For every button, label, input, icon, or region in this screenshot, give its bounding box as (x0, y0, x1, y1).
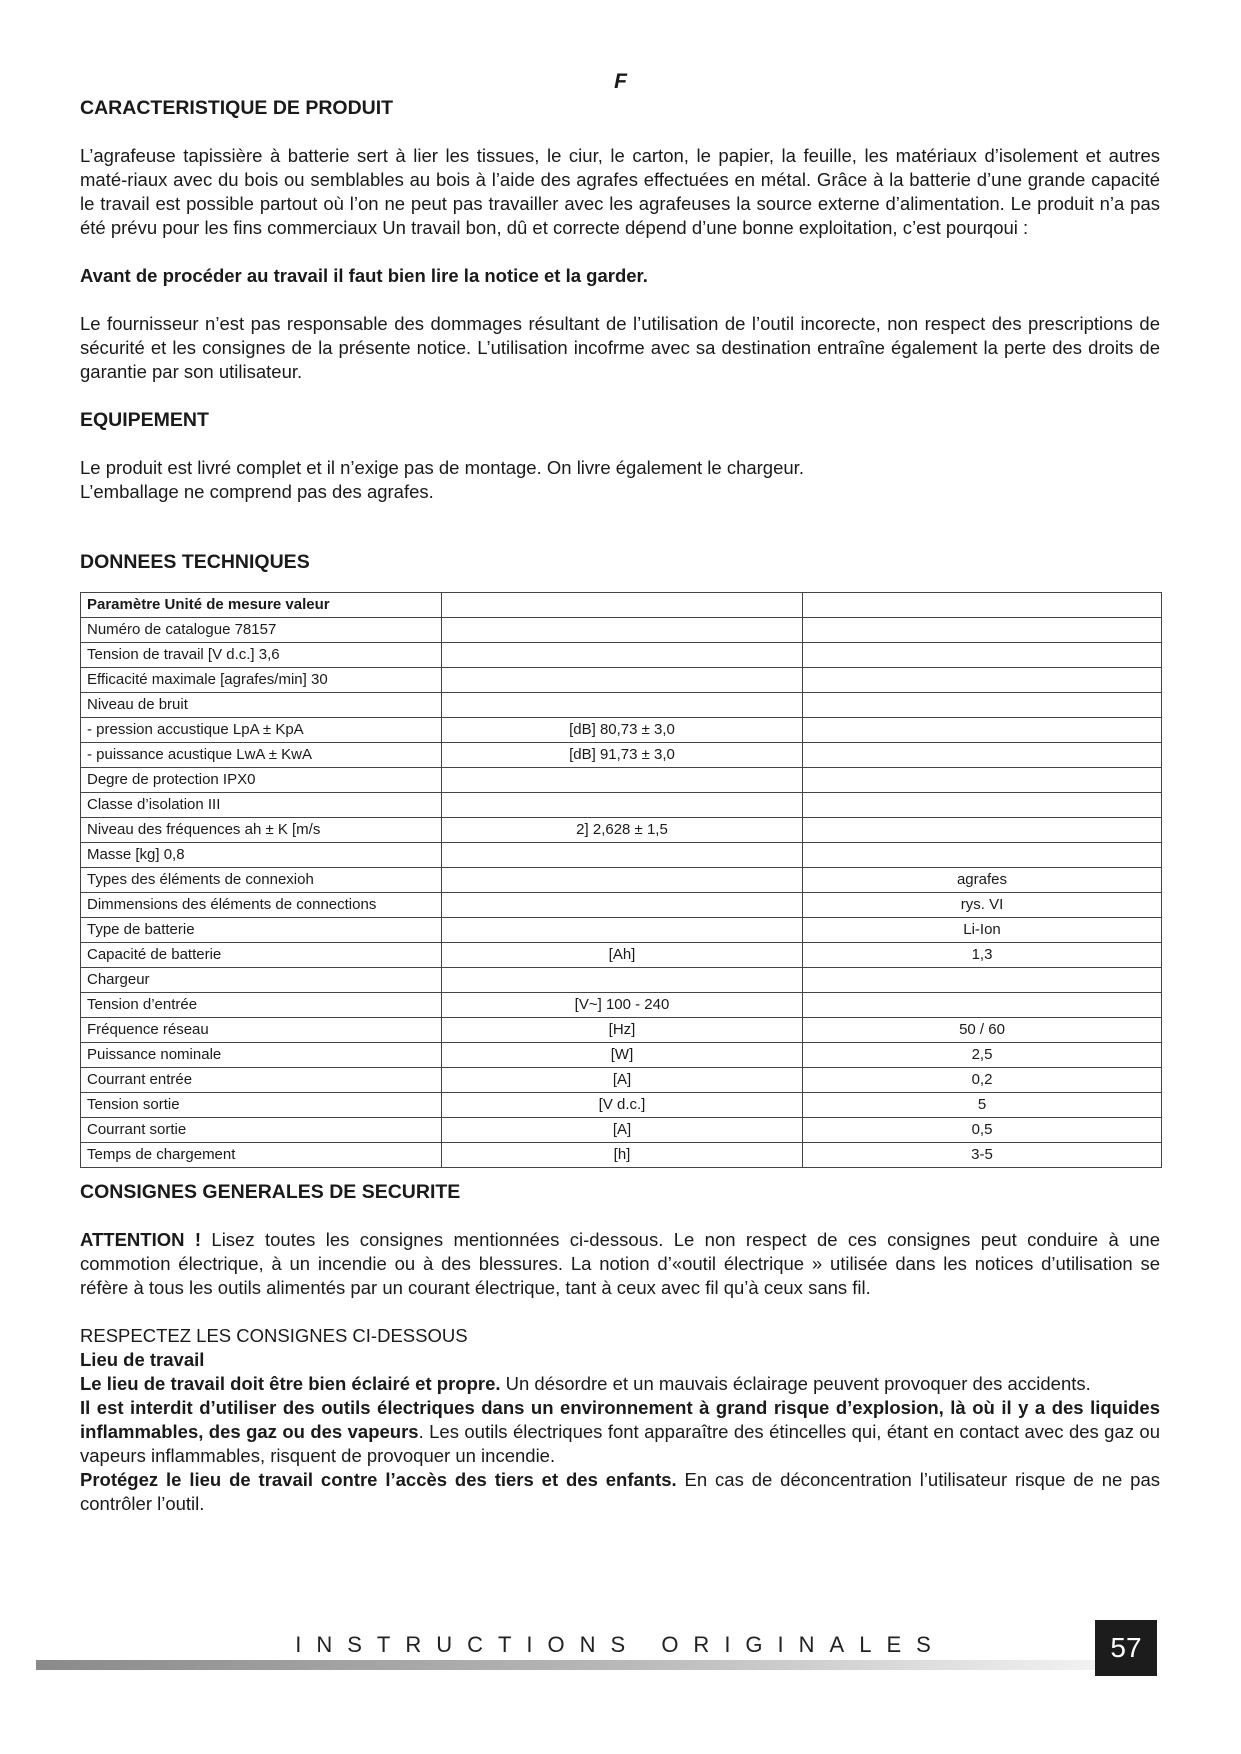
table-cell: [Hz] (442, 1018, 803, 1043)
language-marker: F (614, 70, 627, 93)
table-cell (442, 593, 803, 618)
table-cell: [A] (442, 1118, 803, 1143)
table-cell: Fréquence réseau (81, 1018, 442, 1043)
table-row (81, 1143, 1162, 1168)
table-cell: 2,5 (803, 1043, 1162, 1068)
table-cell (803, 618, 1162, 643)
table-cell (442, 643, 803, 668)
table-row (81, 893, 1162, 918)
table-cell (803, 818, 1162, 843)
table-cell: [dB] 80,73 ± 3,0 (442, 718, 803, 743)
footer-text: INSTRUCTIONS ORIGINALES (295, 1632, 946, 1657)
table-cell (803, 668, 1162, 693)
table-cell: Temps de chargement (81, 1143, 442, 1168)
table-cell: 1,3 (803, 943, 1162, 968)
table-cell: Efficacité maximale [agrafes/min] 30 (81, 668, 442, 693)
table-cell: Niveau de bruit (81, 693, 442, 718)
table-cell: Dimmensions des éléments de connections (81, 893, 442, 918)
table-cell (803, 643, 1162, 668)
equipement-line-1: Le produit est livré complet et il n’exige pas de montage. On livre également le chargeur. (80, 457, 804, 478)
table-cell: [dB] 91,73 ± 3,0 (442, 743, 803, 768)
table-cell (442, 868, 803, 893)
table-row (81, 818, 1162, 843)
section-title-securite: CONSIGNES GENERALES DE SECURITE (80, 1181, 461, 1203)
table-row (81, 593, 1162, 618)
table-cell: Tension de travail [V d.c.] 3,6 (81, 643, 442, 668)
page-number: 57 (1095, 1620, 1157, 1676)
paragraph-attention: ATTENTION ! Lisez toutes les consignes mentionnées ci-dessous. Le non respect de ces consignes peut conduire à une commotion électrique, à un incendie ou à des blessures. La notion d’«outil électrique » utilisée dans les notices d’utilisation se réfère à tous les outils alimentés par un courant électrique, tant à ceux avec fil qu’à ceux sans fil. (80, 1229, 1161, 1298)
table-row (81, 668, 1162, 693)
lieu-heading: Lieu de travail (80, 1349, 205, 1370)
table-cell (442, 693, 803, 718)
table-cell: Tension sortie (81, 1093, 442, 1118)
section-title-donnees: DONNEES TECHNIQUES (80, 551, 310, 573)
table-cell: rys. VI (803, 893, 1162, 918)
table-cell: 5 (803, 1093, 1162, 1118)
paragraph-notice: Avant de procéder au travail il faut bien lire la notice et la garder. (80, 265, 648, 286)
table-cell (803, 768, 1162, 793)
table-cell (442, 768, 803, 793)
table-cell: [W] (442, 1043, 803, 1068)
table-cell: Paramètre Unité de mesure valeur (81, 593, 442, 618)
table-row (81, 1018, 1162, 1043)
table-cell: Masse [kg] 0,8 (81, 843, 442, 868)
equipement-line-2: L’emballage ne comprend pas des agrafes. (80, 481, 434, 502)
table-cell: [A] (442, 1068, 803, 1093)
table-cell: Tension d’entrée (81, 993, 442, 1018)
table-cell: agrafes (803, 868, 1162, 893)
table-cell: Types des éléments de connexioh (81, 868, 442, 893)
table-cell: 0,2 (803, 1068, 1162, 1093)
table-row (81, 1043, 1162, 1068)
table-cell: [V~] 100 - 240 (442, 993, 803, 1018)
respect-heading: RESPECTEZ LES CONSIGNES CI-DESSOUS (80, 1325, 468, 1346)
paragraph-lieu-3: Protégez le lieu de travail contre l’accès des tiers et des enfants. En cas de déconcentration l’utilisateur risque de ne pas contrôler l’outil. (80, 1469, 1160, 1514)
paragraph-lieu-2: Il est interdit d’utiliser des outils électriques dans un environnement à grand risque d’explosion, là où il y a des liquides inflammables, des gaz ou des vapeurs. Les outils électriques font apparaître des étincelles qui, étant en contact avec des gaz ou vapeurs inflammables, risquent de provoquer un incendie. (80, 1397, 1160, 1466)
paragraph-liability: Le fournisseur n’est pas responsable des dommages résultant de l’utilisation de l’outil incorecte, non respect des prescriptions de sécurité et les consignes de la présente notice. L’utilisation incofrme avec sa destination entraîne également la perte des droits de garantie par son utilisateur. (80, 313, 1160, 382)
table-row (81, 868, 1162, 893)
table-row (81, 743, 1162, 768)
table-row (81, 843, 1162, 868)
table-cell (442, 793, 803, 818)
table-cell (803, 593, 1162, 618)
table-cell: Puissance nominale (81, 1043, 442, 1068)
table-row (81, 718, 1162, 743)
table-cell: Type de batterie (81, 918, 442, 943)
content (80, 96, 1160, 1516)
table-cell: [h] (442, 1143, 803, 1168)
table-cell (442, 843, 803, 868)
table-cell (803, 693, 1162, 718)
table-cell (803, 793, 1162, 818)
table-cell: 3-5 (803, 1143, 1162, 1168)
table-cell: Degre de protection IPX0 (81, 768, 442, 793)
table-row (81, 693, 1162, 718)
paragraph-description: L’agrafeuse tapissière à batterie sert à lier les tissues, le ciur, le carton, le papier, la feuille, les matériaux d’isolement et autres maté-riaux avec du bois ou semblables au bois à l’aide des agrafes effectuées en métal. Grâce à la batterie d’une grande capacité le travail est possible partout où l’on ne peut pas travailler avec les agrafeuses la source externe d’alimentation. Le produit n’a pas été prévu pour les fins commerciaux Un travail bon, dû et correcte dépend d’une bonne exploitation, c’est pourqoui : (80, 145, 1160, 238)
table-cell (442, 893, 803, 918)
table-cell: - puissance acustique LwA ± KwA (81, 743, 442, 768)
table-cell: 0,5 (803, 1118, 1162, 1143)
table-cell: - pression accustique LpA ± KpA (81, 718, 442, 743)
table-cell: Chargeur (81, 968, 442, 993)
table-cell (442, 968, 803, 993)
table-row (81, 918, 1162, 943)
table-row (81, 643, 1162, 668)
table-cell: Capacité de batterie (81, 943, 442, 968)
section-title-caracteristique: CARACTERISTIQUE DE PRODUIT (80, 97, 394, 119)
section-title-equipement: EQUIPEMENT (80, 409, 209, 431)
table-cell (803, 743, 1162, 768)
technical-data-table (80, 592, 1162, 1168)
table-cell (803, 843, 1162, 868)
table-cell (803, 993, 1162, 1018)
footer-gradient-bar (36, 1660, 1096, 1670)
table-row (81, 943, 1162, 968)
table-cell: Niveau des fréquences ah ± K [m/s (81, 818, 442, 843)
table-cell: Classe d’isolation III (81, 793, 442, 818)
table-cell (442, 618, 803, 643)
table-cell: Li-Ion (803, 918, 1162, 943)
table-row (81, 793, 1162, 818)
table-cell: 50 / 60 (803, 1018, 1162, 1043)
table-cell: Numéro de catalogue 78157 (81, 618, 442, 643)
table-cell: 2] 2,628 ± 1,5 (442, 818, 803, 843)
table-row (81, 968, 1162, 993)
table-row (81, 1068, 1162, 1093)
table-cell: [V d.c.] (442, 1093, 803, 1118)
table-row (81, 1118, 1162, 1143)
table-cell (803, 718, 1162, 743)
table-cell (442, 918, 803, 943)
paragraph-lieu-1: Le lieu de travail doit être bien éclairé et propre. Un désordre et un mauvais éclairage peuvent provoquer des accidents. (80, 1373, 1091, 1394)
table-cell: Courrant sortie (81, 1118, 442, 1143)
table-cell: Courrant entrée (81, 1068, 442, 1093)
table-cell (442, 668, 803, 693)
table-row (81, 993, 1162, 1018)
table-row (81, 1093, 1162, 1118)
table-row (81, 618, 1162, 643)
table-row (81, 768, 1162, 793)
table-cell: [Ah] (442, 943, 803, 968)
table-cell (803, 968, 1162, 993)
